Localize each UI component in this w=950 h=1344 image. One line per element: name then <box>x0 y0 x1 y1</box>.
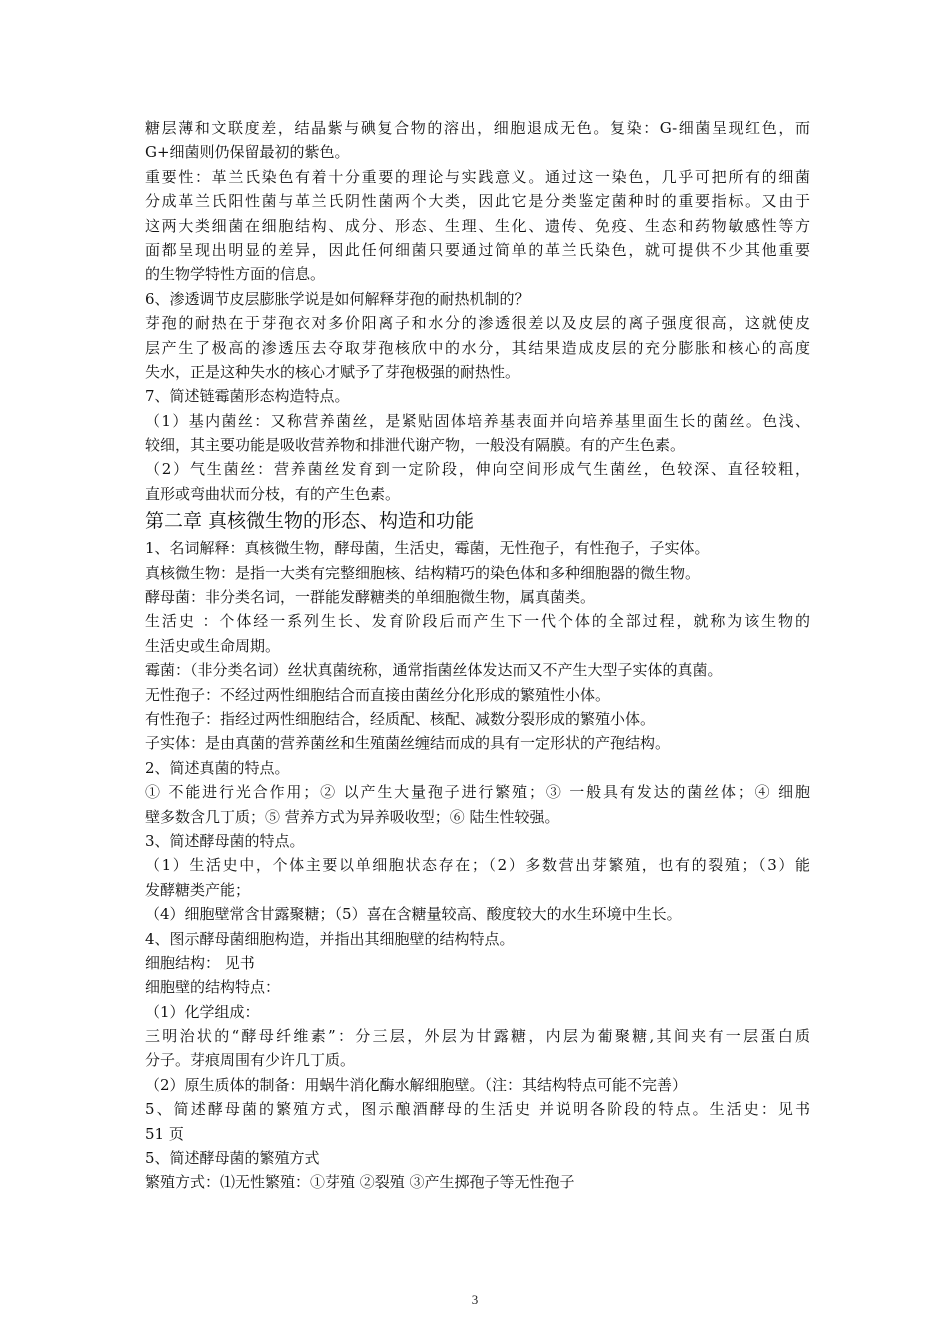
text-line: 三明治状的“酵母纤维素”：分三层，外层为甘露糖，内层为葡聚糖,其间夹有一层蛋白质 <box>145 1027 810 1046</box>
text-line: 真核微生物：是指一大类有完整细胞核、结构精巧的染色体和多种细胞器的微生物。 <box>145 563 701 582</box>
text-line: 芽孢的耐热在于芽孢衣对多价阳离子和水分的渗透很差以及皮层的离子强度很高，这就使皮 <box>145 314 810 333</box>
text-line: 失水，正是这种失水的核心才赋予了芽孢极强的耐热性。 <box>145 362 521 381</box>
text-line: （4）细胞壁常含甘露聚糖；（5）喜在含糖量较高、酸度较大的水生环境中生长。 <box>145 905 682 924</box>
text-line: 生活史 ：个体经一系列生长、发育阶段后而产生下一代个体的全部过程，就称为该生物的 <box>145 612 810 631</box>
text-line: 直形或弯曲状而分枝，有的产生色素。 <box>145 484 401 503</box>
text-line: 层产生了极高的渗透压去夺取芽孢核欣中的水分，其结果造成皮层的充分膨胀和核心的高度 <box>145 338 810 357</box>
text-line: 有性孢子：指经过两性细胞结合，经质配、核配、减数分裂形成的繁殖小体。 <box>145 709 656 728</box>
text-line: G+细菌则仍保留最初的紫色。 <box>145 143 350 162</box>
text-line: 繁殖方式：⑴无性繁殖：①芽殖 ②裂殖 ③产生掷孢子等无性孢子 <box>145 1173 575 1192</box>
text-line: 的生物学特性方面的信息。 <box>145 265 326 284</box>
question-heading: 7、简述链霉菌形态构造特点。 <box>145 387 350 406</box>
text-line: 细胞结构： 见书 <box>145 953 255 972</box>
text-line: 面都呈现出明显的差异，因此任何细菌只要通过简单的革兰氏染色，就可提供不少其他重要 <box>145 240 810 259</box>
text-line: 无性孢子：不经过两性细胞结合而直接由菌丝分化形成的繁殖性小体。 <box>145 685 611 704</box>
text-line: 分子。芽痕周围有少许几丁质。 <box>145 1051 356 1070</box>
text-line: 生活史或生命周期。 <box>145 636 281 655</box>
text-line: ① 不能进行光合作用；② 以产生大量孢子进行繁殖；③ 一般具有发达的菌丝体；④ 细胞 <box>145 783 810 802</box>
question-heading: 5、简述酵母菌的繁殖方式 <box>145 1149 320 1168</box>
text-line: （2）原生质体的制备：用蜗牛消化酶水解细胞壁。（注：其结构特点可能不完善） <box>145 1075 688 1094</box>
text-line: 分成革兰氏阳性菌与革兰氏阴性菌两个大类，因此它是分类鉴定菌种时的重要指标。又由于 <box>145 192 810 211</box>
question-heading: 3、简述酵母菌的特点。 <box>145 831 305 850</box>
question-heading: 6、渗透调节皮层膨胀学说是如何解释芽孢的耐热机制的？ <box>145 289 530 308</box>
question-heading: 4、图示酵母菌细胞构造，并指出其细胞壁的结构特点。 <box>145 929 515 948</box>
text-line: （2）气生菌丝：营养菌丝发育到一定阶段，伸向空间形成气生菌丝，色较深、直径较粗， <box>145 460 810 479</box>
text-line: 51 页 <box>145 1124 184 1143</box>
page-body <box>145 116 810 1195</box>
text-line: 发酵糖类产能； <box>145 880 251 899</box>
text-line: 子实体：是由真菌的营养菌丝和生殖菌丝缠结而成的具有一定形状的产孢结构。 <box>145 734 671 753</box>
page-number: 3 <box>471 1292 479 1307</box>
text-line: 壁多数含几丁质；⑤ 营养方式为异养吸收型；⑥ 陆生性较强。 <box>145 807 560 826</box>
text-line: 糖层薄和文联度差，结晶紫与碘复合物的溶出，细胞退成无色。复染：G-细菌呈现红色，而 <box>145 119 810 137</box>
text-line: 酵母菌：非分类名词，一群能发酵糖类的单细胞微生物，属真菌类。 <box>145 588 596 607</box>
question-heading: 1、名词解释：真核微生物，酵母菌，生活史，霉菌，无性孢子，有性孢子，子实体。 <box>145 539 710 558</box>
text-line: （1）生活史中，个体主要以单细胞状态存在；（2）多数营出芽繁殖，也有的裂殖；（3）能 <box>145 856 810 875</box>
question-heading: 2、简述真菌的特点。 <box>145 758 290 777</box>
text-line: 这两大类细菌在细胞结构、成分、形态、生理、生化、遗传、免疫、生态和药物敏感性等方 <box>145 216 810 235</box>
text-line: 较细，其主要功能是吸收营养物和排泄代谢产物，一般没有隔膜。有的产生色素。 <box>145 436 686 455</box>
question-heading: 5、简述酵母菌的繁殖方式，图示酿酒酵母的生活史 并说明各阶段的特点。生活史：见书 <box>145 1100 810 1119</box>
text-line: 霉菌：（非分类名词）丝状真菌统称，通常指菌丝体发达而又不产生大型子实体的真菌。 <box>145 661 723 680</box>
text-line: 重要性：革兰氏染色有着十分重要的理论与实践意义。通过这一染色，几乎可把所有的细菌 <box>145 167 810 186</box>
text-line: （1）化学组成： <box>145 1002 260 1021</box>
text-line: 细胞壁的结构特点： <box>145 978 281 997</box>
text-line: （1）基内菌丝：又称营养菌丝，是紧贴固体培养基表面并向培养基里面生长的菌丝。色浅、 <box>145 411 810 430</box>
chapter-title: 第二章 真核微生物的形态、构造和功能 <box>145 510 475 533</box>
